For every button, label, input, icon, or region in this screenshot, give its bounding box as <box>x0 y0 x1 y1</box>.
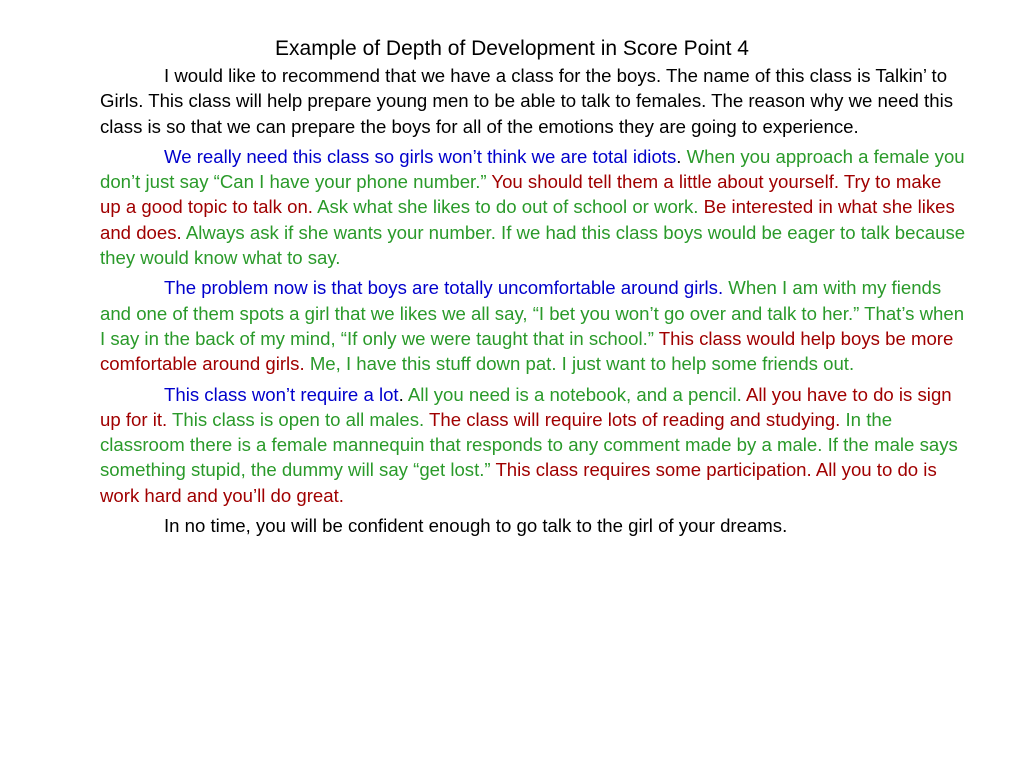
text-segment-red: The class will require lots of reading and studying. <box>429 408 846 430</box>
text-segment-green: Me, I have this stuff down pat. I just want to help some friends out. <box>309 353 855 375</box>
essay-paragraph <box>100 382 966 508</box>
text-segment-green: When I am with my fiends and one of them spots a girl that we likes we all say, “I bet you won’t go over and talk to her.” That’s when I say in the back of my mind, “If only we were taught that in school.” <box>100 277 965 349</box>
text-segment-blue: We really need this class so girls won’t think we are total idiots <box>164 145 677 167</box>
essay-paragraph <box>100 144 966 270</box>
text-segment-green: In the classroom there is a female mannequin that responds to any comment made by a male. If the male says something stupid, the dummy will say “get lost.” <box>100 408 958 481</box>
text-segment-green: When you approach a female you don’t just say “Can I have your phone number.” <box>100 145 965 193</box>
text-segment-blue: This class won’t require a lot <box>164 383 399 405</box>
text-segment-green: Ask what she likes to do out of school or work. <box>317 196 704 218</box>
text-segment-black: . <box>676 145 687 167</box>
text-segment-black: I would like to recommend that we have a class for the boys. The name of this class is Talkin’ to Girls. This class will help prepare young men to be able to talk to females. The reason why we need this class is so that we can prepare the boys for all of the emotions they are going to experience. <box>100 65 953 137</box>
essay-paragraph <box>100 63 966 139</box>
text-segment-red: You should tell them a little about yourself. Try to make up a good topic to talk on. <box>100 171 942 218</box>
essay-paragraph <box>100 513 966 538</box>
text-segment-green: Always ask if she wants your number. If we had this class boys would be eager to talk because they would know what to say. <box>100 221 966 269</box>
page-title: Example of Depth of Development in Score Point 4 <box>275 37 749 60</box>
text-segment-blue: The problem now is that boys are totally uncomfortable around girls. <box>164 277 724 299</box>
text-segment-black: In no time, you will be confident enough to go talk to the girl of your dreams. <box>164 515 788 537</box>
text-segment-red: All you have to do is sign up for it. <box>100 383 952 430</box>
text-segment-green: All you need is a notebook, and a pencil. <box>407 383 746 405</box>
text-segment-red: Be interested in what she likes and does. <box>100 196 955 243</box>
essay-paragraph <box>100 275 966 376</box>
text-segment-red: This class would help boys be more comfortable around girls. <box>100 327 954 375</box>
text-segment-black: . <box>398 383 408 405</box>
essay-body <box>100 63 966 543</box>
text-segment-green: This class is open to all males. <box>172 408 429 430</box>
text-segment-red: This class requires some participation. All you to do is work hard and you’ll do great. <box>100 459 937 506</box>
